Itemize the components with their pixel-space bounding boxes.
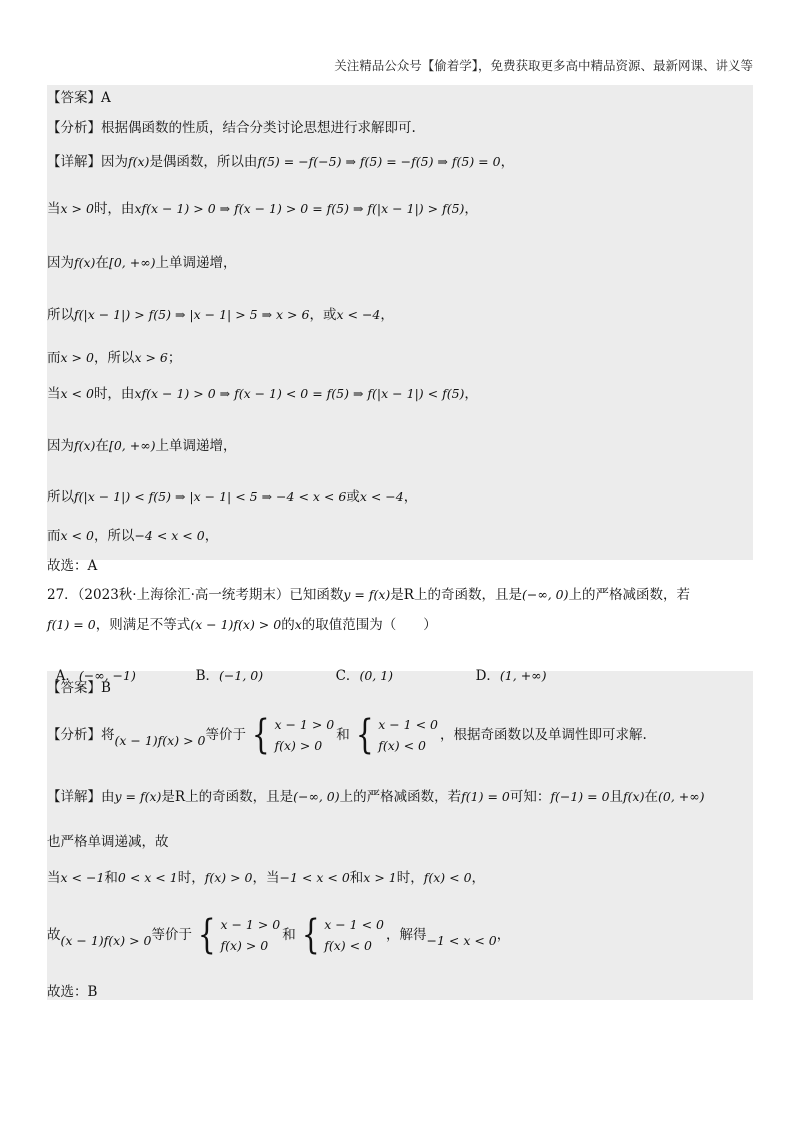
q26-mono-line-2: 因为 f(x) 在 [0, +∞) 上单调递增， <box>47 438 237 454</box>
option-c: C．(0, 1) <box>335 668 394 684</box>
q26-so-line-1: 所以 f(|x − 1|) > f(5) ⇒ |x − 1| > 5 ⇒ x > 6 ，或 x < −4 ， <box>47 307 394 323</box>
q27-stem-line-2: f(1) = 0 ，则满足不等式 (x − 1)f(x) > 0 的 x 的取值范围为（ ） <box>47 617 437 633</box>
q27-stem-line-1: 27．（2023秋·上海徐汇·高一统考期末）已知函数 y = f(x) 是R上的奇函数，且是 (−∞, 0) 上的严格减函数，若 <box>47 587 691 603</box>
q26-final-line: 故选：A <box>47 558 98 574</box>
option-a: A．(−∞, −1) <box>55 668 136 684</box>
q26-so-line-2: 所以 f(|x − 1|) < f(5) ⇒ |x − 1| < 5 ⇒ −4 < x < 6 或 x < −4 ， <box>47 489 418 505</box>
q27-detail-line-3: 当 x < −1 和 0 < x < 1 时， f(x) > 0 ，当 −1 < x < 0 和 x > 1 时， f(x) < 0 ， <box>47 870 486 886</box>
left-brace-icon: { <box>251 712 270 758</box>
option-d: D．(1, +∞) <box>475 668 547 684</box>
left-brace-icon: { <box>301 912 320 958</box>
detail-system-2: { x − 1 < 0 f(x) < 0 <box>301 912 384 958</box>
q27-detail-system-line: 故 (x − 1)f(x) > 0 等价于 { x − 1 > 0 f(x) > 0 和 { x − 1 < 0 f(x) < 0 ，解得 −1 < x < 0 ， <box>47 912 511 958</box>
analysis-system-2: { x − 1 < 0 f(x) < 0 <box>355 712 438 758</box>
q26-case1-line: 当 x > 0 时，由 xf(x − 1) > 0 ⇒ f(x − 1) > 0 = f(5) ⇒ f(|x − 1|) > f(5) ， <box>47 201 478 217</box>
q26-mono-line-1: 因为 f(x) 在 [0, +∞) 上单调递增， <box>47 255 237 271</box>
detail-system-1: { x − 1 > 0 f(x) > 0 <box>197 912 281 958</box>
q27-answer-line: 【答案】 B <box>47 680 111 696</box>
q26-case2-line: 当 x < 0 时，由 xf(x − 1) > 0 ⇒ f(x − 1) < 0 = f(5) ⇒ f(|x − 1|) < f(5) ， <box>47 386 478 402</box>
q26-and-line-1: 而 x > 0 ，所以 x > 6 ； <box>47 350 182 366</box>
page-header: 关注精品公众号【偷着学】，免费获取更多高中精品资源、最新网课、讲义等 <box>334 58 753 73</box>
q27-detail-line-2: 也严格单调递减，故 <box>47 834 169 850</box>
q26-analysis-line: 【分析】 根据偶函数的性质，结合分类讨论思想进行求解即可. <box>47 120 416 136</box>
q27-detail-line-1: 【详解】由 y = f(x) 是R上的奇函数，且是 (−∞, 0) 上的严格减函数，若 f(1) = 0 可知： f(−1) = 0 且 f(x) 在 (0, +∞) <box>47 789 705 805</box>
q26-detail-line: 【详解】 因为 f(x) 是偶函数，所以由 f(5) = −f(−5) ⇒ f(5) = −f(5) ⇒ f(5) = 0 ， <box>47 154 515 170</box>
q27-final-line: 故选：B <box>47 984 98 1000</box>
analysis-system-1: { x − 1 > 0 f(x) > 0 <box>251 712 335 758</box>
q26-answer-line: 【答案】 A <box>47 90 111 106</box>
left-brace-icon: { <box>355 712 374 758</box>
q26-and-line-2: 而 x < 0 ，所以 −4 < x < 0 ， <box>47 528 219 544</box>
left-brace-icon: { <box>197 912 216 958</box>
q27-analysis-line: 【分析】 将 (x − 1)f(x) > 0 等价于 { x − 1 > 0 f(x) > 0 和 { x − 1 < 0 f(x) < 0 ，根据奇函数以及单调性即可求解. <box>47 712 647 758</box>
option-b: B．(−1, 0) <box>195 668 264 684</box>
